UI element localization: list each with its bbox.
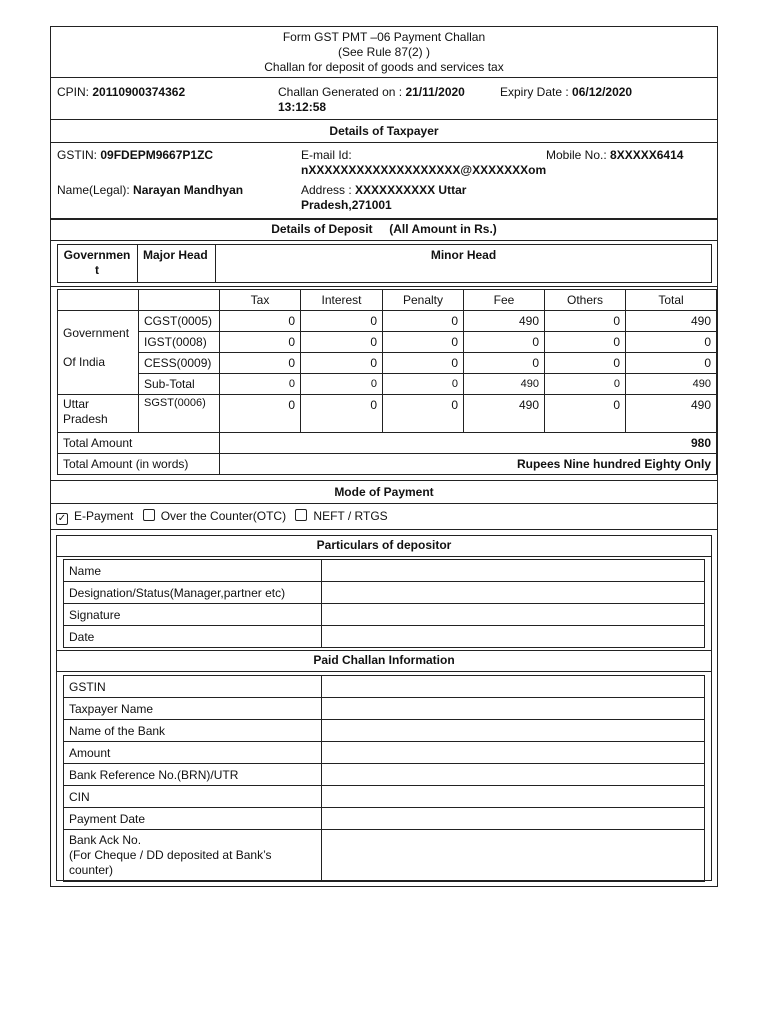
col-header: Others [545,290,626,311]
deposit-table [57,289,717,475]
table-row [64,830,705,882]
col-header: Fee [464,290,545,311]
cpin-label: CPIN: [57,85,90,99]
depositor-section-title: Particulars of depositor [316,538,452,552]
table-cell: 490 [626,395,717,433]
table-cell: 0 [220,395,301,433]
field-label: Taxpayer Name [64,698,322,720]
mobile-label: Mobile No.: [546,148,607,162]
table-cell: 0 [464,353,545,374]
table-row [58,374,717,395]
field-label: GSTIN [64,676,322,698]
table-cell: 0 [545,395,626,433]
field-value[interactable] [322,742,705,764]
table-cell: 0 [383,332,464,353]
table-cell: 0 [301,395,383,433]
otc-checkbox[interactable] [143,509,155,521]
table-cell: 0 [301,311,383,332]
generated-time: 13:12:58 [278,100,327,114]
head-major: Major Head [143,248,208,262]
table-row [64,582,705,604]
field-value[interactable] [322,830,705,882]
payment-mode-title: Mode of Payment [334,485,434,499]
table-cell: 0 [545,332,626,353]
email-value: nXXXXXXXXXXXXXXXXXXX@XXXXXXXom [301,163,547,177]
goi-label: Government Of India [58,311,139,395]
table-cell: 0 [383,353,464,374]
words-label: Total Amount (in words) [58,454,220,475]
row-head: IGST(0008) [139,332,220,353]
field-label: Name [64,560,322,582]
form-rule: (See Rule 87(2) ) [337,45,431,59]
field-label: Name of the Bank [64,720,322,742]
email-field [301,148,546,178]
field-value[interactable] [322,604,705,626]
paid-info-section-title: Paid Challan Information [313,653,455,667]
generated-label: Challan Generated on : [278,85,403,99]
table-cell: 0 [220,311,301,332]
address-line2: Pradesh,271001 [301,198,392,212]
gstin-label: GSTIN: [57,148,98,162]
deposit-section-title: Details of Deposit (All Amount in Rs.) [271,222,497,236]
table-cell: 0 [301,353,383,374]
epayment-label: E-Payment [74,509,134,523]
field-value[interactable] [322,626,705,648]
col-header: Total [626,290,717,311]
table-row [64,698,705,720]
neft-checkbox[interactable] [295,509,307,521]
taxpayer-section-title: Details of Taxpayer [329,124,439,138]
field-value[interactable] [322,560,705,582]
field-value[interactable] [322,764,705,786]
generated-date: 21/11/2020 [405,85,465,99]
field-label: Bank Reference No.(BRN)/UTR [64,764,322,786]
address-field [301,183,466,213]
row-head: SGST(0006) [139,395,220,433]
table-row [64,764,705,786]
table-cell: 0 [383,374,464,395]
epayment-option[interactable] [56,509,137,523]
otc-option[interactable] [143,509,290,523]
table-row [64,808,705,830]
legal-name-field [57,183,243,197]
gstin-field [57,148,213,162]
table-cell: 0 [220,332,301,353]
address-line1: XXXXXXXXXX Uttar [355,183,467,197]
field-label: CIN [64,786,322,808]
table-cell: 0 [545,374,626,395]
row-head: Sub-Total [139,374,220,395]
epayment-checkbox[interactable]: ✓ [57,513,67,524]
field-value[interactable] [322,676,705,698]
table-cell: 490 [464,395,545,433]
col-header: Interest [301,290,383,311]
words-row [58,454,717,475]
field-label: Signature [64,604,322,626]
table-cell: 490 [626,374,717,395]
total-value: 980 [220,433,717,454]
field-label: Designation/Status(Manager,partner etc) [64,582,322,604]
table-cell: 490 [464,374,545,395]
field-value[interactable] [322,698,705,720]
form-title: Form GST PMT –06 Payment Challan [282,30,486,44]
neft-option[interactable] [295,509,387,523]
table-cell: 490 [464,311,545,332]
payment-mode-options [56,509,388,525]
field-value[interactable] [322,582,705,604]
paid-info-table [63,675,705,882]
table-cell: 0 [301,374,383,395]
table-row [64,676,705,698]
head-minor: Minor Head [430,248,497,262]
words-value: Rupees Nine hundred Eighty Only [220,454,717,475]
generated-field [278,85,465,115]
table-cell: 0 [545,353,626,374]
total-label: Total Amount [58,433,220,454]
table-cell: 0 [220,353,301,374]
field-value[interactable] [322,786,705,808]
cpin-value: 20110900374362 [92,85,186,99]
table-row [64,626,705,648]
bank-ack-label: Bank Ack No. (For Cheque / DD deposited at Bank’s counter) [64,830,322,882]
expiry-date: 06/12/2020 [572,85,633,99]
field-value[interactable] [322,720,705,742]
table-cell: 0 [464,332,545,353]
field-label: Date [64,626,322,648]
table-row [64,604,705,626]
gstin-value: 09FDEPM9667P1ZC [100,148,214,162]
head-government: Governmen t [63,248,131,277]
address-label: Address : [301,183,352,197]
table-cell: 0 [626,332,717,353]
field-value[interactable] [322,808,705,830]
legal-name-label: Name(Legal): [57,183,130,197]
table-row [64,720,705,742]
expiry-label: Expiry Date : [500,85,569,99]
cpin-field [57,85,185,99]
table-row [64,786,705,808]
table-row [58,353,717,374]
table-cell: 0 [383,395,464,433]
total-row [58,433,717,454]
row-head: CGST(0005) [139,311,220,332]
email-label: E-mail Id: [301,148,352,162]
expiry-field [500,85,632,99]
table-row [64,742,705,764]
col-header: Penalty [383,290,464,311]
neft-label: NEFT / RTGS [313,509,388,523]
table-row [64,560,705,582]
table-cell: 0 [383,311,464,332]
field-label: Payment Date [64,808,322,830]
otc-label: Over the Counter(OTC) [160,509,287,523]
table-cell: 490 [626,311,717,332]
form-header [50,30,718,75]
depositor-table [63,559,705,648]
table-cell: 0 [301,332,383,353]
table-cell: 0 [220,374,301,395]
table-row [58,395,717,433]
table-header-row [58,290,717,311]
form-subtitle: Challan for deposit of goods and services tax [264,60,504,74]
table-cell: 0 [626,353,717,374]
table-row [58,332,717,353]
mobile-field [546,148,683,162]
legal-name-value: Narayan Mandhyan [133,183,244,197]
field-label: Amount [64,742,322,764]
amount-note: (All Amount in Rs.) [389,222,497,236]
table-cell: 0 [545,311,626,332]
mobile-value: 8XXXXX6414 [610,148,684,162]
state-label: Uttar Pradesh [58,395,139,433]
table-row [58,311,717,332]
col-header: Tax [220,290,301,311]
row-head: CESS(0009) [139,353,220,374]
